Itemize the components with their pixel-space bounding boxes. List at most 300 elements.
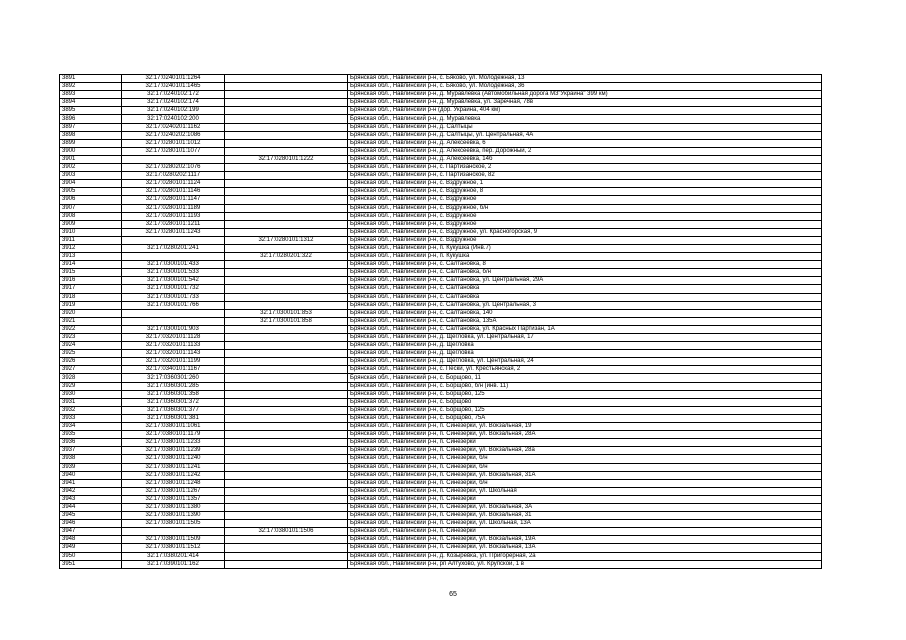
table-row [60, 277, 822, 285]
table-row [60, 196, 822, 204]
address-cell: Брянская обл., Навлинский р-н, п. Синезерки, б/н [348, 463, 822, 471]
cadastral-number-cell [122, 317, 225, 325]
address-cell: Брянская обл., Навлинский р-н, д. Щегловка, ул. Центральная, 24 [348, 358, 822, 366]
cadastral-number-cell: 32:17:0380101:1380 [122, 503, 225, 511]
table-row [60, 269, 822, 277]
cadastral-number-alt-cell [225, 172, 348, 180]
cadastral-number-cell: 32:17:0340101:1167 [122, 366, 225, 374]
cadastral-number-cell: 32:17:0300101:733 [122, 293, 225, 301]
cadastral-number-alt-cell [225, 196, 348, 204]
table-row [60, 431, 822, 439]
row-number-cell: 3918 [60, 293, 122, 301]
address-cell: Брянская обл., Навлинский р-н, рп Алтухово, ул. Крупской, 1 в [348, 560, 822, 568]
address-cell: Брянская обл., Навлинский р-н, с. Борщово, 75А [348, 414, 822, 422]
cadastral-number-alt-cell [225, 123, 348, 131]
address-cell: Брянская обл., Навлинский р-н, д. Алексеевка, 14б [348, 155, 822, 163]
table-row [60, 455, 822, 463]
cadastral-number-alt-cell: 32:17:0300101:858 [225, 317, 348, 325]
cadastral-number-alt-cell [225, 390, 348, 398]
row-number-cell: 3916 [60, 277, 122, 285]
row-number-cell: 3901 [60, 155, 122, 163]
cadastral-number-cell: 32:17:0380101:1267 [122, 487, 225, 495]
registry-table-body [60, 75, 822, 569]
row-number-cell: 3909 [60, 220, 122, 228]
row-number-cell: 3899 [60, 139, 122, 147]
row-number-cell: 3926 [60, 358, 122, 366]
cadastral-number-cell: 32:17:0240102:200 [122, 115, 225, 123]
cadastral-number-cell: 32:17:0380101:1357 [122, 495, 225, 503]
address-cell: Брянская обл., Навлинский р-н, с. Вздружное, б/н [348, 204, 822, 212]
cadastral-number-alt-cell [225, 115, 348, 123]
row-number-cell: 3915 [60, 269, 122, 277]
row-number-cell: 3941 [60, 479, 122, 487]
table-row [60, 220, 822, 228]
row-number-cell: 3919 [60, 301, 122, 309]
address-cell: Брянская обл., Навлинский р-н, с. Партизанское, 82 [348, 172, 822, 180]
address-cell: Брянская обл., Навлинский р-н, д. Козыревка, ул. Пригорерная, 2а [348, 552, 822, 560]
cadastral-number-cell: 32:17:0280101:1189 [122, 204, 225, 212]
address-cell: Брянская обл., Навлинский р-н, с. Вздружное [348, 220, 822, 228]
table-row [60, 342, 822, 350]
table-row [60, 382, 822, 390]
cadastral-number-cell: 32:17:0280101:1193 [122, 212, 225, 220]
address-cell: Брянская обл., Навлинский р-н, п. Синезерки, ул. Вокзальная, 3А [348, 503, 822, 511]
cadastral-number-alt-cell [225, 180, 348, 188]
table-row [60, 414, 822, 422]
table-row [60, 188, 822, 196]
address-cell: Брянская обл., Навлинский р-н, с. Салтановка, ул. Красных Партизан, 1А [348, 325, 822, 333]
cadastral-number-alt-cell: 32:17:0380101:1506 [225, 528, 348, 536]
cadastral-number-cell: 32:17:0240102:174 [122, 99, 225, 107]
cadastral-number-alt-cell [225, 334, 348, 342]
cadastral-number-alt-cell [225, 471, 348, 479]
row-number-cell: 3928 [60, 374, 122, 382]
row-number-cell: 3908 [60, 212, 122, 220]
row-number-cell: 3944 [60, 503, 122, 511]
address-cell: Брянская обл., Навлинский р-н, с. Вздружное, 8 [348, 188, 822, 196]
cadastral-number-alt-cell [225, 293, 348, 301]
table-row [60, 317, 822, 325]
address-cell: Брянская обл., Навлинский р-н, с. Бяково, ул. Молодежная, 13 [348, 75, 822, 83]
table-row [60, 115, 822, 123]
row-number-cell: 3910 [60, 228, 122, 236]
address-cell: Брянская обл., Навлинский р-н, д. Щегловка [348, 350, 822, 358]
cadastral-number-cell: 32:17:0320101:1143 [122, 350, 225, 358]
cadastral-number-alt-cell [225, 374, 348, 382]
row-number-cell: 3942 [60, 487, 122, 495]
row-number-cell: 3950 [60, 552, 122, 560]
row-number-cell: 3921 [60, 317, 122, 325]
row-number-cell: 3898 [60, 131, 122, 139]
address-cell: Брянская обл., Навлинский р-н, с. Салтановка [348, 293, 822, 301]
row-number-cell: 3936 [60, 439, 122, 447]
table-row [60, 390, 822, 398]
row-number-cell: 3920 [60, 309, 122, 317]
row-number-cell: 3948 [60, 536, 122, 544]
table-row [60, 366, 822, 374]
cadastral-number-alt-cell [225, 99, 348, 107]
cadastral-number-alt-cell: 32:17:0280101:1222 [225, 155, 348, 163]
cadastral-number-cell: 32:17:0360301:377 [122, 406, 225, 414]
cadastral-number-alt-cell [225, 463, 348, 471]
cadastral-number-cell: 32:17:0300101:766 [122, 301, 225, 309]
table-row [60, 228, 822, 236]
cadastral-number-alt-cell [225, 285, 348, 293]
table-row [60, 83, 822, 91]
row-number-cell: 3924 [60, 342, 122, 350]
address-cell: Брянская обл., Навлинский р-н, с. Пески, ул. Крестьянская, 2 [348, 366, 822, 374]
address-cell: Брянская обл., Навлинский р-н, п. Синезерки, ул. Вокзальная, 28А [348, 431, 822, 439]
address-cell: Брянская обл., Навлинский р-н, с. Салтановка, 8 [348, 261, 822, 269]
cadastral-number-cell [122, 309, 225, 317]
table-row [60, 301, 822, 309]
table-row [60, 325, 822, 333]
cadastral-number-alt-cell [225, 342, 348, 350]
cadastral-number-alt-cell [225, 244, 348, 252]
row-number-cell: 3891 [60, 75, 122, 83]
address-cell: Брянская обл., Навлинский р-н, с. Вздружное, 1 [348, 180, 822, 188]
cadastral-number-alt-cell [225, 212, 348, 220]
cadastral-number-alt-cell: 32:17:0300101:853 [225, 309, 348, 317]
table-row [60, 528, 822, 536]
cadastral-number-alt-cell [225, 398, 348, 406]
table-row [60, 398, 822, 406]
cadastral-number-cell: 32:17:0280101:1243 [122, 228, 225, 236]
row-number-cell: 3939 [60, 463, 122, 471]
address-cell: Брянская обл., Навлинский р-н, п. Синезерки, ул. Вокзальная, 31 [348, 512, 822, 520]
cadastral-number-alt-cell [225, 487, 348, 495]
table-row [60, 212, 822, 220]
row-number-cell: 3951 [60, 560, 122, 568]
table-row [60, 471, 822, 479]
cadastral-number-cell: 32:17:0380101:1061 [122, 423, 225, 431]
address-cell: Брянская обл., Навлинский р-н, с. Вздружное [348, 236, 822, 244]
row-number-cell: 3943 [60, 495, 122, 503]
address-cell: Брянская обл., Навлинский р-н, с. Вздружное [348, 212, 822, 220]
cadastral-number-alt-cell [225, 228, 348, 236]
cadastral-number-alt-cell [225, 520, 348, 528]
row-number-cell: 3940 [60, 471, 122, 479]
row-number-cell: 3902 [60, 164, 122, 172]
table-row [60, 447, 822, 455]
address-cell: Брянская обл., Навлинский р-н, с. Борщово [348, 398, 822, 406]
row-number-cell: 3907 [60, 204, 122, 212]
row-number-cell: 3905 [60, 188, 122, 196]
table-row [60, 155, 822, 163]
cadastral-number-alt-cell [225, 139, 348, 147]
cadastral-number-alt-cell [225, 350, 348, 358]
table-row [60, 479, 822, 487]
address-cell: Брянская обл., Навлинский р-н, д. Муравлевка (Автомобильная дорога М3"Украина" 399 км) [348, 91, 822, 99]
cadastral-number-cell: 32:17:0380101:1390 [122, 512, 225, 520]
address-cell: Брянская обл., Навлинский р-н, п. Синезерки, ул. Вокзальная, 28а [348, 447, 822, 455]
cadastral-number-alt-cell [225, 536, 348, 544]
cadastral-number-cell [122, 528, 225, 536]
cadastral-number-cell: 32:17:0320101:1133 [122, 342, 225, 350]
cadastral-number-cell: 32:17:0240201:1162 [122, 123, 225, 131]
cadastral-number-alt-cell [225, 91, 348, 99]
cadastral-number-alt-cell [225, 366, 348, 374]
table-row [60, 180, 822, 188]
cadastral-number-cell: 32:17:0280101:1124 [122, 180, 225, 188]
address-cell: Брянская обл., Навлинский р-н, с. Салтановка [348, 285, 822, 293]
cadastral-number-cell: 32:17:0300101:542 [122, 277, 225, 285]
row-number-cell: 3935 [60, 431, 122, 439]
address-cell: Брянская обл., Навлинский р-н, д. Салтыцы [348, 123, 822, 131]
address-cell: Брянская обл., Навлинский р-н, д. Муравлевка, ул. Заречная, 78в [348, 99, 822, 107]
row-number-cell: 3938 [60, 455, 122, 463]
cadastral-number-cell: 32:17:0360301:381 [122, 414, 225, 422]
cadastral-number-alt-cell [225, 261, 348, 269]
table-row [60, 261, 822, 269]
table-row [60, 107, 822, 115]
cadastral-number-alt-cell [225, 83, 348, 91]
row-number-cell: 3897 [60, 123, 122, 131]
cadastral-number-alt-cell [225, 495, 348, 503]
cadastral-number-cell: 32:17:0380101:1512 [122, 544, 225, 552]
table-row [60, 560, 822, 568]
cadastral-number-cell: 32:17:0360301:358 [122, 390, 225, 398]
cadastral-number-alt-cell [225, 204, 348, 212]
address-cell: Брянская обл., Навлинский р-н, п. Синезерки, ул. Вокзальная, 31А [348, 471, 822, 479]
cadastral-number-cell: 32:17:0280101:1012 [122, 139, 225, 147]
cadastral-number-cell: 32:17:0390101:162 [122, 560, 225, 568]
cadastral-number-alt-cell [225, 269, 348, 277]
cadastral-number-alt-cell [225, 131, 348, 139]
cadastral-number-alt-cell [225, 414, 348, 422]
cadastral-number-alt-cell [225, 107, 348, 115]
address-cell: Брянская обл., Навлинский р-н, д. Щегловка, ул. Центральная, 17 [348, 334, 822, 342]
cadastral-number-alt-cell [225, 455, 348, 463]
address-cell: Брянская обл., Навлинский р-н, с. Вздружное, ул. Красногорская, 9 [348, 228, 822, 236]
address-cell: Брянская обл., Навлинский р-н, п. Синезерки, ул. Вокзальная, 19А [348, 536, 822, 544]
cadastral-number-cell: 32:17:0280101:1147 [122, 196, 225, 204]
row-number-cell: 3904 [60, 180, 122, 188]
table-row [60, 406, 822, 414]
cadastral-number-alt-cell [225, 503, 348, 511]
table-row [60, 293, 822, 301]
row-number-cell: 3903 [60, 172, 122, 180]
table-row [60, 172, 822, 180]
cadastral-number-cell: 32:17:0380101:1509 [122, 536, 225, 544]
row-number-cell: 3925 [60, 350, 122, 358]
table-row [60, 520, 822, 528]
cadastral-number-cell: 32:17:0300101:903 [122, 325, 225, 333]
row-number-cell: 3930 [60, 390, 122, 398]
cadastral-number-cell: 32:17:0240102:199 [122, 107, 225, 115]
table-row [60, 423, 822, 431]
row-number-cell: 3895 [60, 107, 122, 115]
row-number-cell: 3896 [60, 115, 122, 123]
cadastral-number-cell: 32:17:0380201:414 [122, 552, 225, 560]
address-cell: Брянская обл., Навлинский р-н, п. Синезерки, б/н [348, 479, 822, 487]
table-row [60, 544, 822, 552]
cadastral-number-alt-cell [225, 358, 348, 366]
row-number-cell: 3912 [60, 244, 122, 252]
row-number-cell: 3906 [60, 196, 122, 204]
table-row [60, 99, 822, 107]
address-cell: Брянская обл., Навлинский р-н, с. Бяково, ул. Молодежная, 36 [348, 83, 822, 91]
address-cell: Брянская обл., Навлинский р-н, с. Салтановка, 140 [348, 309, 822, 317]
table-row [60, 236, 822, 244]
cadastral-number-cell: 32:17:0280101:1146 [122, 188, 225, 196]
cadastral-number-cell: 32:17:0300101:732 [122, 285, 225, 293]
cadastral-number-alt-cell [225, 220, 348, 228]
registry-table [59, 74, 822, 569]
cadastral-number-cell: 32:17:0280202:1117 [122, 172, 225, 180]
cadastral-number-cell: 32:17:0280101:1077 [122, 147, 225, 155]
cadastral-number-alt-cell [225, 277, 348, 285]
table-row [60, 536, 822, 544]
table-row [60, 309, 822, 317]
cadastral-number-cell: 32:17:0380101:1248 [122, 479, 225, 487]
page-number: 65 [449, 591, 457, 598]
cadastral-number-cell: 32:17:0240101:1465 [122, 83, 225, 91]
address-cell: Брянская обл., Навлинский р-н, п. Синезерки, ул. Школьная [348, 487, 822, 495]
cadastral-number-cell: 32:17:0380101:1233 [122, 439, 225, 447]
table-row [60, 123, 822, 131]
cadastral-number-cell: 32:17:0240102:172 [122, 91, 225, 99]
table-row [60, 358, 822, 366]
row-number-cell: 3893 [60, 91, 122, 99]
row-number-cell: 3937 [60, 447, 122, 455]
cadastral-number-cell: 32:17:0380101:1241 [122, 463, 225, 471]
cadastral-number-cell: 32:17:0360301:285 [122, 382, 225, 390]
address-cell: Брянская обл., Навлинский р-н, п. Синезерки [348, 495, 822, 503]
cadastral-number-alt-cell: 32:17:0280201:322 [225, 253, 348, 261]
address-cell: Брянская обл., Навлинский р-н, д. Алексеевка, пер. Дорожный, 2 [348, 147, 822, 155]
row-number-cell: 3914 [60, 261, 122, 269]
row-number-cell: 3900 [60, 147, 122, 155]
address-cell: Брянская обл., Навлинский р-н, д. Муравлевка [348, 115, 822, 123]
table-row [60, 463, 822, 471]
address-cell: Брянская обл., Навлинский р-н, с. Салтановка, 135А [348, 317, 822, 325]
address-cell: Брянская обл., Навлинский р-н, п. Синезерки, ул. Школьная, 13А [348, 520, 822, 528]
table-row [60, 285, 822, 293]
table-row [60, 350, 822, 358]
cadastral-number-alt-cell [225, 439, 348, 447]
address-cell: Брянская обл., Навлинский р-н, с. Борщово, 11 [348, 374, 822, 382]
row-number-cell: 3947 [60, 528, 122, 536]
table-row [60, 253, 822, 261]
cadastral-number-cell: 32:17:0380101:1179 [122, 431, 225, 439]
table-row [60, 512, 822, 520]
row-number-cell: 3929 [60, 382, 122, 390]
table-row [60, 75, 822, 83]
cadastral-number-alt-cell [225, 75, 348, 83]
cadastral-number-alt-cell [225, 552, 348, 560]
table-row [60, 91, 822, 99]
cadastral-number-cell: 32:17:0240101:1264 [122, 75, 225, 83]
address-cell: Брянская обл., Навлинский р-н, д. Алексеевка, 6 [348, 139, 822, 147]
row-number-cell: 3931 [60, 398, 122, 406]
cadastral-number-alt-cell [225, 512, 348, 520]
cadastral-number-alt-cell [225, 544, 348, 552]
cadastral-number-alt-cell [225, 164, 348, 172]
row-number-cell: 3945 [60, 512, 122, 520]
table-row [60, 334, 822, 342]
address-cell: Брянская обл., Навлинский р-н, п. Синезерки [348, 439, 822, 447]
cadastral-number-cell: 32:17:0380101:1242 [122, 471, 225, 479]
cadastral-number-alt-cell [225, 479, 348, 487]
cadastral-number-alt-cell: 32:17:0280101:1312 [225, 236, 348, 244]
address-cell: Брянская обл., Навлинский р-н, с. Борщово, 125 [348, 406, 822, 414]
address-cell: Брянская обл., Навлинский р-н, с. Салтановка, ул. Центральная, 29А [348, 277, 822, 285]
table-row [60, 131, 822, 139]
row-number-cell: 3949 [60, 544, 122, 552]
address-cell: Брянская обл., Навлинский р-н, с. Борщово, 125 [348, 390, 822, 398]
cadastral-number-cell: 32:17:0280202:1076 [122, 164, 225, 172]
address-cell: Брянская обл., Навлинский р-н (дор. Украина, 404 км) [348, 107, 822, 115]
row-number-cell: 3946 [60, 520, 122, 528]
row-number-cell: 3932 [60, 406, 122, 414]
cadastral-number-alt-cell [225, 406, 348, 414]
address-cell: Брянская обл., Навлинский р-н, п. Кукушка [348, 253, 822, 261]
cadastral-number-alt-cell [225, 325, 348, 333]
cadastral-number-alt-cell [225, 382, 348, 390]
address-cell: Брянская обл., Навлинский р-н, д. Салтыцы, ул. Центральная, 4А [348, 131, 822, 139]
row-number-cell: 3922 [60, 325, 122, 333]
table-row [60, 147, 822, 155]
address-cell: Брянская обл., Навлинский р-н, д. Щегловка [348, 342, 822, 350]
address-cell: Брянская обл., Навлинский р-н, с. Салтановка, б/н [348, 269, 822, 277]
row-number-cell: 3917 [60, 285, 122, 293]
table-row [60, 552, 822, 560]
table-row [60, 139, 822, 147]
cadastral-number-alt-cell [225, 423, 348, 431]
address-cell: Брянская обл., Навлинский р-н, п. Синезерки, ул. Вокзальная, 19 [348, 423, 822, 431]
cadastral-number-cell: 32:17:0380101:1240 [122, 455, 225, 463]
table-row [60, 374, 822, 382]
address-cell: Брянская обл., Навлинский р-н, с. Партизанское, 2 [348, 164, 822, 172]
row-number-cell: 3933 [60, 414, 122, 422]
row-number-cell: 3894 [60, 99, 122, 107]
row-number-cell: 3913 [60, 253, 122, 261]
address-cell: Брянская обл., Навлинский р-н, с. Салтановка, ул. Центральная, 3 [348, 301, 822, 309]
address-cell: Брянская обл., Навлинский р-н, п. Синезерки, б/н [348, 455, 822, 463]
address-cell: Брянская обл., Навлинский р-н, п. Синезерки [348, 528, 822, 536]
table-row [60, 439, 822, 447]
table-row [60, 164, 822, 172]
address-cell: Брянская обл., Навлинский р-н, с. Борщово, б/н (инв. 11) [348, 382, 822, 390]
cadastral-number-cell: 32:17:0300101:433 [122, 261, 225, 269]
cadastral-number-cell: 32:17:0380101:1505 [122, 520, 225, 528]
row-number-cell: 3923 [60, 334, 122, 342]
table-row [60, 244, 822, 252]
table-row [60, 503, 822, 511]
row-number-cell: 3927 [60, 366, 122, 374]
row-number-cell: 3934 [60, 423, 122, 431]
cadastral-number-alt-cell [225, 560, 348, 568]
cadastral-number-cell [122, 155, 225, 163]
cadastral-number-alt-cell [225, 188, 348, 196]
cadastral-number-cell: 32:17:0360301:372 [122, 398, 225, 406]
table-row [60, 204, 822, 212]
cadastral-number-cell: 32:17:0280101:1211 [122, 220, 225, 228]
address-cell: Брянская обл., Навлинский р-н, п. Синезерки, ул. Вокзальная, 13А [348, 544, 822, 552]
cadastral-number-alt-cell [225, 431, 348, 439]
table-row [60, 487, 822, 495]
cadastral-number-cell: 32:17:0280201:241 [122, 244, 225, 252]
cadastral-number-cell: 32:17:0300101:533 [122, 269, 225, 277]
cadastral-number-alt-cell [225, 447, 348, 455]
cadastral-number-cell [122, 253, 225, 261]
row-number-cell: 3911 [60, 236, 122, 244]
registry-sheet [59, 74, 821, 569]
address-cell: Брянская обл., Навлинский р-н, с. Вздружное [348, 196, 822, 204]
cadastral-number-alt-cell [225, 147, 348, 155]
row-number-cell: 3892 [60, 83, 122, 91]
